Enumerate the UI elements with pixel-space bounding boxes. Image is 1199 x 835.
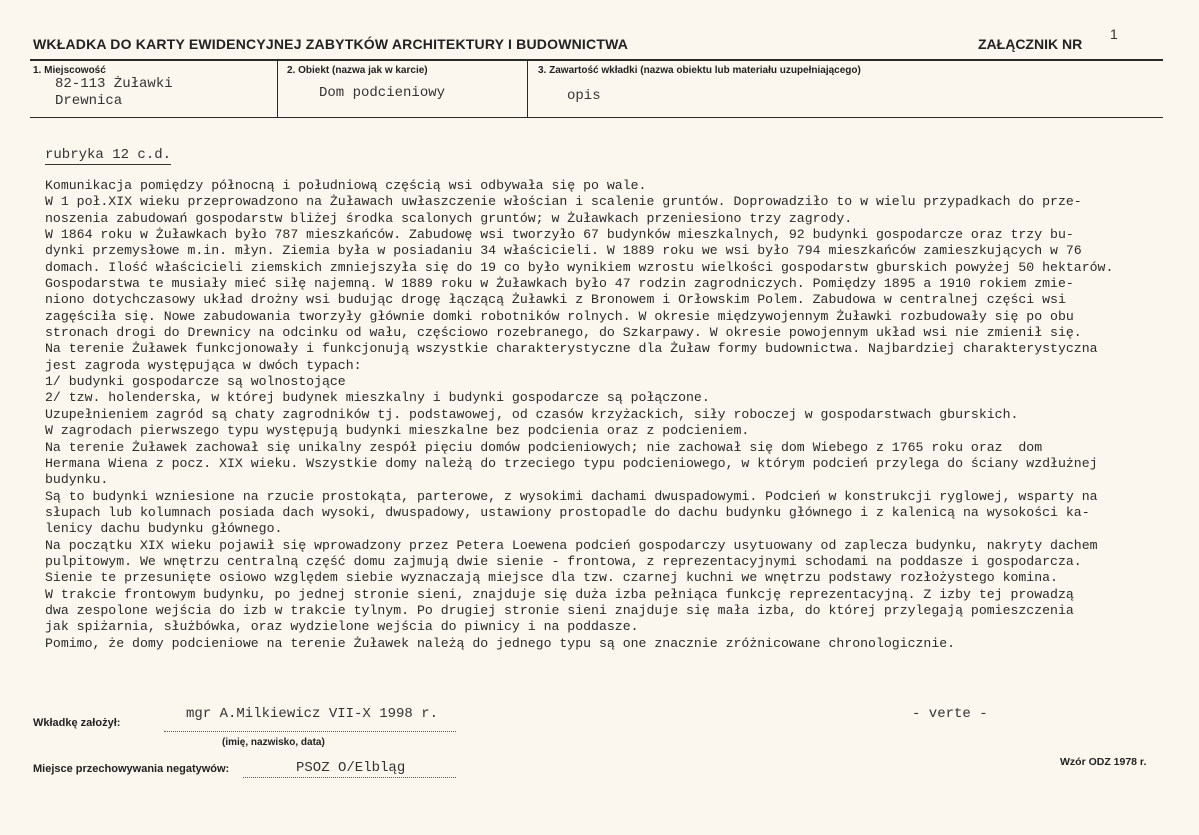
location-value-line1: 82-113 Żuławki (55, 76, 173, 92)
body-line: pulpitowym. We wnętrzu centralną część domu zajmują dwie sienie - frontowa, z reprezentacyjnymi schodami na poddasze i gospodarcza. (45, 553, 1082, 569)
section-label: rubryka 12 c.d. (45, 147, 172, 163)
body-line: dynki przemysłowe m.in. młyn. Ziemia była w posiadaniu 34 właścicieli. W 1889 roku we wsi było 794 mieszkańców zamieszkujących w 76 (45, 243, 1082, 259)
body-line: niono dotychczasowy układ drożny wsi budując drogę łączącą Żuławki z Bronowem i Orłowskim Polem. Zabudowa w centralnej części wsi (45, 292, 1066, 308)
body-line: 2/ tzw. holenderska, w której budynek mieszkalny i budynki gospodarcze są połączone. (45, 390, 710, 406)
location-value-line2: Drewnica (55, 93, 123, 109)
body-line: zagęściła się. Nowe zabudowania tworzyły głównie domki robotników rolnych. W okresie międzywojennym Żuławki rozbudowały się po obu (45, 308, 1074, 324)
body-line: jest zagroda występująca w dwóch typach: (45, 357, 362, 373)
header-rule (30, 59, 1163, 61)
body-line: Na terenie Żuławek funkcjonowały i funkcjonują wszystkie charakterystyczne dla Żuław formy budownictwa. Najbardziej charakterystyczna (45, 341, 1098, 357)
verte-note: - verte - (912, 706, 988, 722)
form-title: WKŁADKA DO KARTY EWIDENCYJNEJ ZABYTKÓW ARCHITEKTURY I BUDOWNICTWA (33, 36, 629, 52)
body-line: lenicy dachu budynku głównego. (45, 521, 283, 537)
object-label: 2. Obiekt (nazwa jak w karcie) (287, 65, 428, 76)
body-line: noszenia zabudowań gospodarstw bliżej środka scalonych gruntów; w Żuławkach przeniesiono trzy zagrody. (45, 210, 853, 226)
contents-label: 3. Zawartość wkładki (nazwa obiektu lub materiału uzupełniającego) (538, 65, 861, 76)
body-line: dwa zespolone wejścia do izb w trakcie tylnym. Po drugiej stronie sieni znajduje się mała izba, do której przylegają pomieszczenia (45, 602, 1074, 618)
field-divider (527, 60, 528, 117)
form-model: Wzór ODZ 1978 r. (1060, 756, 1147, 768)
body-line: Sienie te przesunięte osiowo względem siebie wyznaczają miejsce dla tzw. czarnej kuchni we wnętrzu podstawy rozłożystego komina. (45, 570, 1058, 586)
body-line: Na początku XIX wieku pojawił się wprowadzony przez Petera Loewena podcień gospodarczy usytuowany od zaplecza budynku, nakryty dachem (45, 537, 1098, 553)
body-line: Komunikacja pomiędzy północną i południową częścią wsi odbywała się po wale. (45, 178, 647, 193)
location-label: 1. Miejscowość (33, 65, 106, 76)
body-line: W 1 poł.XIX wieku przeprowadzono na Żuławach uwłaszczenie włościan i scalenie gruntów. Doprowadziło to w wielu przypadkach do prze- (45, 194, 1082, 210)
body-line: budynku. (45, 472, 109, 488)
body-line: jak spiżarnia, służbówka, oraz wydzielone wejścia do piwnicy i na poddasze. (45, 619, 639, 635)
body-line: W 1864 roku w Żuławkach było 787 mieszkańców. Zabudowę wsi tworzyło 67 budynków mieszkalnych, 92 budynki gospodarcze oraz trzy bu- (45, 227, 1074, 243)
object-value: Dom podcieniowy (319, 85, 446, 101)
storage-value: PSOZ O/Elbląg (296, 760, 406, 776)
contents-value: opis (567, 88, 601, 104)
author-label: Wkładkę założył: (33, 717, 121, 729)
attachment-number-label: ZAŁĄCZNIK NR (978, 36, 1083, 52)
body-line: Hermana Wiena z pocz. XIX wieku. Wszystkie domy należą do trzeciego typu podcieniowego, w którym podcień przylega do ściany wzdłużnej (45, 455, 1098, 471)
body-line: Gospodarstwa te musiały mieć siłę najemną. W 1889 roku w Żuławkach było 47 rodzin zagrodniczych. Pomiędzy 1895 a 1910 rokiem zmie- (45, 276, 1074, 292)
body-line: Pomimo, że domy podcieniowe na terenie Żuławek należą do jednego typu są one znacznie zróżnicowane chronologicznie. (45, 635, 956, 651)
author-dotted-line (164, 731, 456, 732)
body-line: W trakcie frontowym budynku, po jednej stronie sieni, znajduje się duża izba pełniąca funkcję reprezentacyjną. Z izby tej prowadzą (45, 586, 1074, 602)
body-line: słupach lub kolumnach posiada dach wysoki, dwuspadowy, ustawiony prostopadle do dachu budynku głównego i z kalenicą na wysokości ka- (45, 504, 1090, 520)
body-line: domach. Ilość właścicieli ziemskich zmniejszyła się do 19 co było wynikiem wzrostu wielkości gospodarstw gburskich powyżej 50 hektarów. (45, 259, 1114, 275)
body-line: 1/ budynki gospodarcze są wolnostojące (45, 374, 346, 390)
body-line: W zagrodach pierwszego typu występują budynki mieszkalne bez podcienia oraz z podcieniem. (45, 423, 750, 439)
field-divider (277, 60, 278, 117)
body-line: Na terenie Żuławek zachował się unikalny zespół pięciu domów podcieniowych; nie zachował się dom Wiebego z 1765 roku oraz dom (45, 439, 1043, 455)
body-line: stronach drogi do Drewnicy na odcinku od wału, częściowo rozebranego, do Szkarpawy. W okresie powojennym układ wsi nie zmienił się. (45, 325, 1082, 341)
body-line: Są to budynki wzniesione na rzucie prostokąta, parterowe, z wysokimi dachami dwuspadowymi. Podcień w konstrukcji ryglowej, wsparty na (45, 488, 1098, 504)
description-text (45, 178, 1165, 652)
author-hint: (imię, nazwisko, data) (222, 737, 325, 748)
storage-label: Miejsce przechowywania negatywów: (33, 763, 230, 775)
fields-rule (30, 117, 1163, 118)
storage-dotted-line (243, 777, 456, 778)
body-line: Uzupełnieniem zagród są chaty zagrodników tj. podstawowej, od czasów krzyżackich, siły roboczej w gospodarstwach gburskich. (45, 406, 1019, 422)
author-value: mgr A.Milkiewicz VII-X 1998 r. (186, 706, 439, 722)
page-number: 1 (1110, 26, 1118, 42)
